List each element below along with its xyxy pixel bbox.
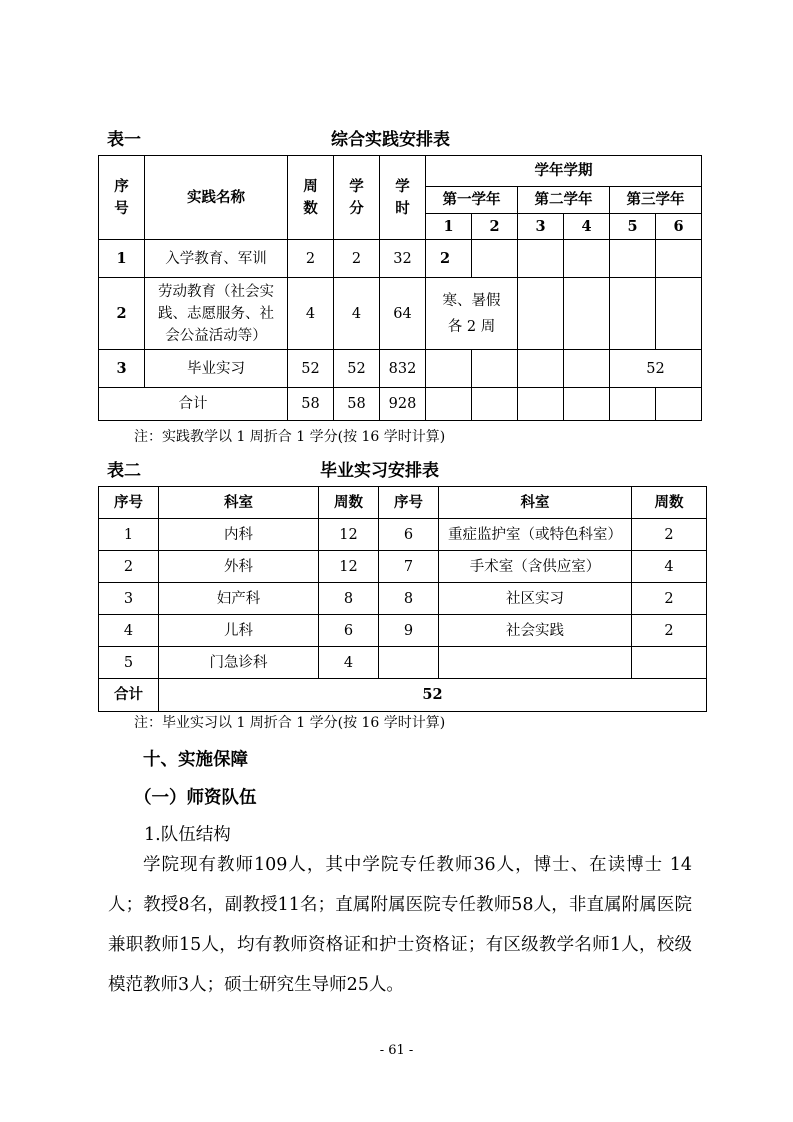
row-seq: 1 — [99, 240, 145, 278]
row-name: 毕业实习 — [145, 350, 288, 388]
section-item: 1.队伍结构 — [144, 825, 231, 845]
row-weeks: 52 — [288, 350, 334, 388]
row-weeks: 2 — [288, 240, 334, 278]
table-row — [99, 350, 702, 388]
table-row: 4 儿科 6 9 社会实践 2 — [99, 615, 707, 647]
header-dept: 科室 — [439, 487, 632, 519]
row-hours: 32 — [380, 240, 426, 278]
total-credits: 58 — [334, 388, 380, 421]
header-year-3: 第三学年 — [610, 187, 702, 214]
row-term-value: 2 — [426, 240, 472, 278]
total-label: 合计 — [99, 388, 288, 421]
table-row: 2 外科 12 7 手术室（含供应室） 4 — [99, 551, 707, 583]
header-dept: 科室 — [159, 487, 319, 519]
header-year-1: 第一学年 — [426, 187, 518, 214]
total-hours: 928 — [380, 388, 426, 421]
table1-title: 综合实践安排表 — [331, 130, 450, 150]
section-subheading: （一）师资队伍 — [134, 788, 257, 808]
table2-label: 表二 — [107, 461, 141, 481]
section-paragraph: 学院现有教师109人，其中学院专任教师36人，博士、在读博士 14人；教授8名，副教授11名；直属附属医院专任教师58人，非直属附属医院兼职教师15人，均有教师资格证和护士资格证；有区级教学名师1人，校级模范教师3人；硕士研究生导师25人。 — [108, 855, 692, 995]
table-row: 1 内科 12 6 重症监护室（或特色科室） 2 — [99, 519, 707, 551]
header-weeks: 周数 — [632, 487, 707, 519]
header-term: 4 — [564, 214, 610, 240]
total-weeks: 58 — [288, 388, 334, 421]
header-weeks: 周 数 — [288, 156, 334, 240]
table1-note: 注：实践教学以 1 周折合 1 学分(按 16 学时计算) — [134, 429, 446, 445]
table2 — [98, 486, 707, 712]
total-value: 52 — [159, 679, 707, 712]
header-weeks: 周数 — [319, 487, 379, 519]
table1-label: 表一 — [107, 130, 141, 150]
row-term-value: 寒、暑假 各 2 周 — [426, 278, 518, 350]
row-credits: 52 — [334, 350, 380, 388]
total-label: 合计 — [99, 679, 159, 712]
table2-note: 注：毕业实习以 1 周折合 1 学分(按 16 学时计算) — [134, 715, 446, 731]
section-heading: 十、实施保障 — [143, 750, 248, 770]
page-number: - 61 - — [379, 1043, 414, 1058]
header-seq: 序 号 — [99, 156, 145, 240]
table2-title: 毕业实习安排表 — [320, 461, 439, 481]
row-weeks: 4 — [288, 278, 334, 350]
header-term: 3 — [518, 214, 564, 240]
header-term: 6 — [656, 214, 702, 240]
row-name: 入学教育、军训 — [145, 240, 288, 278]
table-total-row — [99, 679, 707, 712]
header-semester-group: 学年学期 — [426, 156, 702, 187]
table1 — [98, 155, 702, 421]
table-row: 3 妇产科 8 8 社区实习 2 — [99, 583, 707, 615]
table-row — [99, 240, 702, 278]
table-row — [99, 278, 702, 350]
header-name: 实践名称 — [145, 156, 288, 240]
header-credits: 学 分 — [334, 156, 380, 240]
row-seq: 2 — [99, 278, 145, 350]
row-credits: 4 — [334, 278, 380, 350]
header-term: 5 — [610, 214, 656, 240]
header-term: 2 — [472, 214, 518, 240]
header-term: 1 — [426, 214, 472, 240]
header-year-2: 第二学年 — [518, 187, 610, 214]
table-total-row — [99, 388, 702, 421]
row-term-value: 52 — [610, 350, 702, 388]
header-seq: 序号 — [99, 487, 159, 519]
row-name: 劳动教育（社会实 践、志愿服务、社 会公益活动等） — [145, 278, 288, 350]
row-hours: 64 — [380, 278, 426, 350]
row-credits: 2 — [334, 240, 380, 278]
table-row: 5 门急诊科 4 — [99, 647, 707, 679]
row-seq: 3 — [99, 350, 145, 388]
row-hours: 832 — [380, 350, 426, 388]
header-hours: 学 时 — [380, 156, 426, 240]
header-seq: 序号 — [379, 487, 439, 519]
